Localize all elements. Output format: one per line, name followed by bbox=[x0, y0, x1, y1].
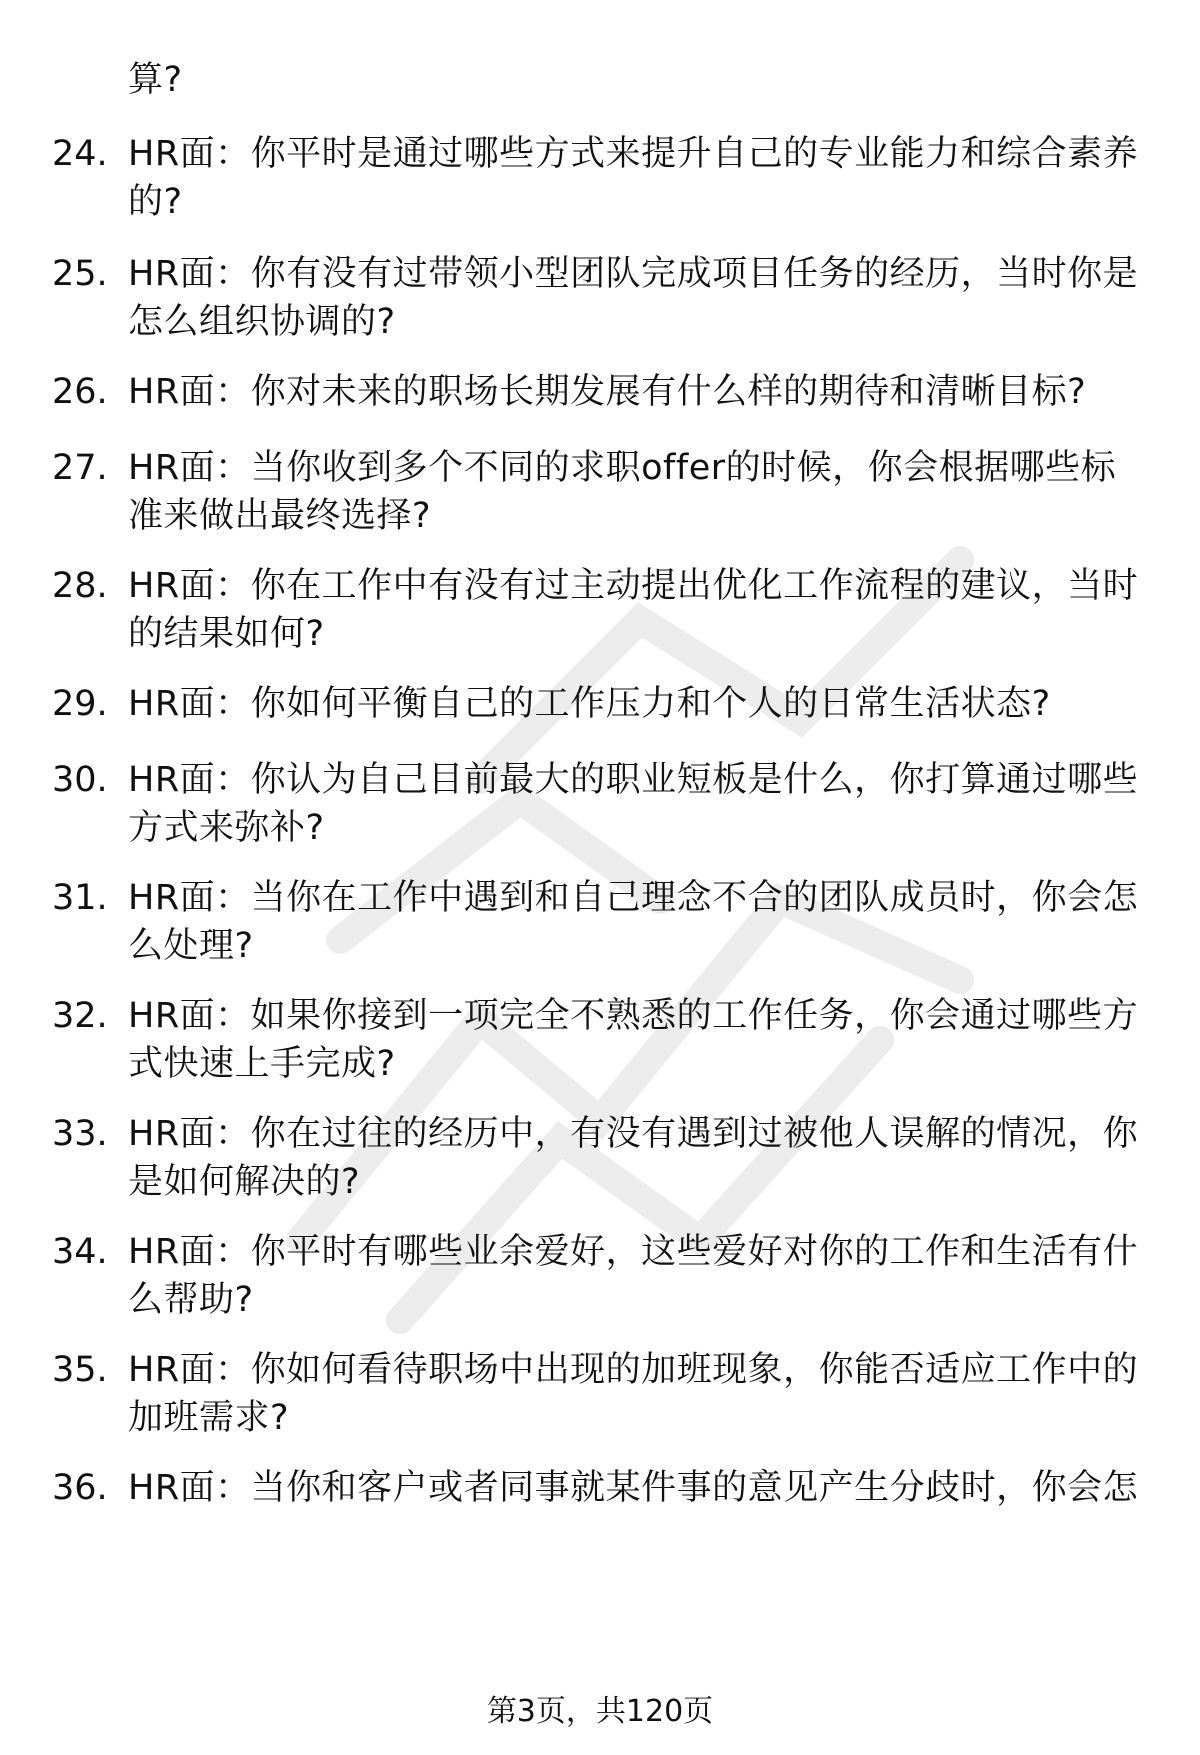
question-text-line: 方式来弥补? bbox=[128, 808, 325, 848]
question-number: 31. bbox=[52, 878, 108, 918]
question-text-line: HR面：当你和客户或者同事就某件事的意见产生分歧时，你会怎 bbox=[128, 1468, 1139, 1508]
question-number: 32. bbox=[52, 996, 108, 1036]
question-text-line: 准来做出最终选择? bbox=[128, 496, 432, 536]
question-text-line: 么处理? bbox=[128, 926, 254, 966]
question-number: 30. bbox=[52, 760, 108, 800]
question-text-line: HR面：你认为自己目前最大的职业短板是什么，你打算通过哪些 bbox=[128, 760, 1139, 800]
question-number: 34. bbox=[52, 1232, 108, 1272]
question-text-line: 是如何解决的? bbox=[128, 1162, 361, 1202]
question-text-line: HR面：你平时是通过哪些方式来提升自己的专业能力和综合素养 bbox=[128, 134, 1139, 174]
question-number: 33. bbox=[52, 1114, 108, 1154]
question-text-line: HR面：你平时有哪些业余爱好，这些爱好对你的工作和生活有什 bbox=[128, 1232, 1139, 1272]
question-number: 27. bbox=[52, 448, 108, 488]
question-text-line: 式快速上手完成? bbox=[128, 1044, 396, 1084]
question-number: 26. bbox=[52, 372, 108, 412]
question-text-line: 的结果如何? bbox=[128, 614, 325, 654]
question-text-line: HR面：你对未来的职场长期发展有什么样的期待和清晰目标? bbox=[128, 372, 1087, 412]
question-number: 25. bbox=[52, 254, 108, 294]
question-text-line: 算? bbox=[128, 60, 183, 100]
question-text-line: 的? bbox=[128, 182, 183, 222]
question-text-line: 么帮助? bbox=[128, 1280, 254, 1320]
question-text-line: HR面：你在过往的经历中，有没有遇到过被他人误解的情况，你 bbox=[128, 1114, 1139, 1154]
question-number: 29. bbox=[52, 684, 108, 724]
question-number: 24. bbox=[52, 134, 108, 174]
question-text-line: HR面：当你收到多个不同的求职offer的时候，你会根据哪些标 bbox=[128, 448, 1117, 488]
question-text-line: HR面：当你在工作中遇到和自己理念不合的团队成员时，你会怎 bbox=[128, 878, 1139, 918]
question-text-line: HR面：如果你接到一项完全不熟悉的工作任务，你会通过哪些方 bbox=[128, 996, 1139, 1036]
question-number: 36. bbox=[52, 1468, 108, 1508]
question-text-line: HR面：你有没有过带领小型团队完成项目任务的经历，当时你是 bbox=[128, 254, 1139, 294]
question-text-line: HR面：你如何看待职场中出现的加班现象，你能否适应工作中的 bbox=[128, 1350, 1139, 1390]
question-text-line: HR面：你如何平衡自己的工作压力和个人的日常生活状态? bbox=[128, 684, 1051, 724]
question-text-line: HR面：你在工作中有没有过主动提出优化工作流程的建议，当时 bbox=[128, 566, 1139, 606]
question-text-line: 怎么组织协调的? bbox=[128, 302, 396, 342]
question-number: 35. bbox=[52, 1350, 108, 1390]
question-text-line: 加班需求? bbox=[128, 1398, 290, 1438]
page-footer: 第3页，共120页 bbox=[486, 1694, 714, 1729]
question-number: 28. bbox=[52, 566, 108, 606]
